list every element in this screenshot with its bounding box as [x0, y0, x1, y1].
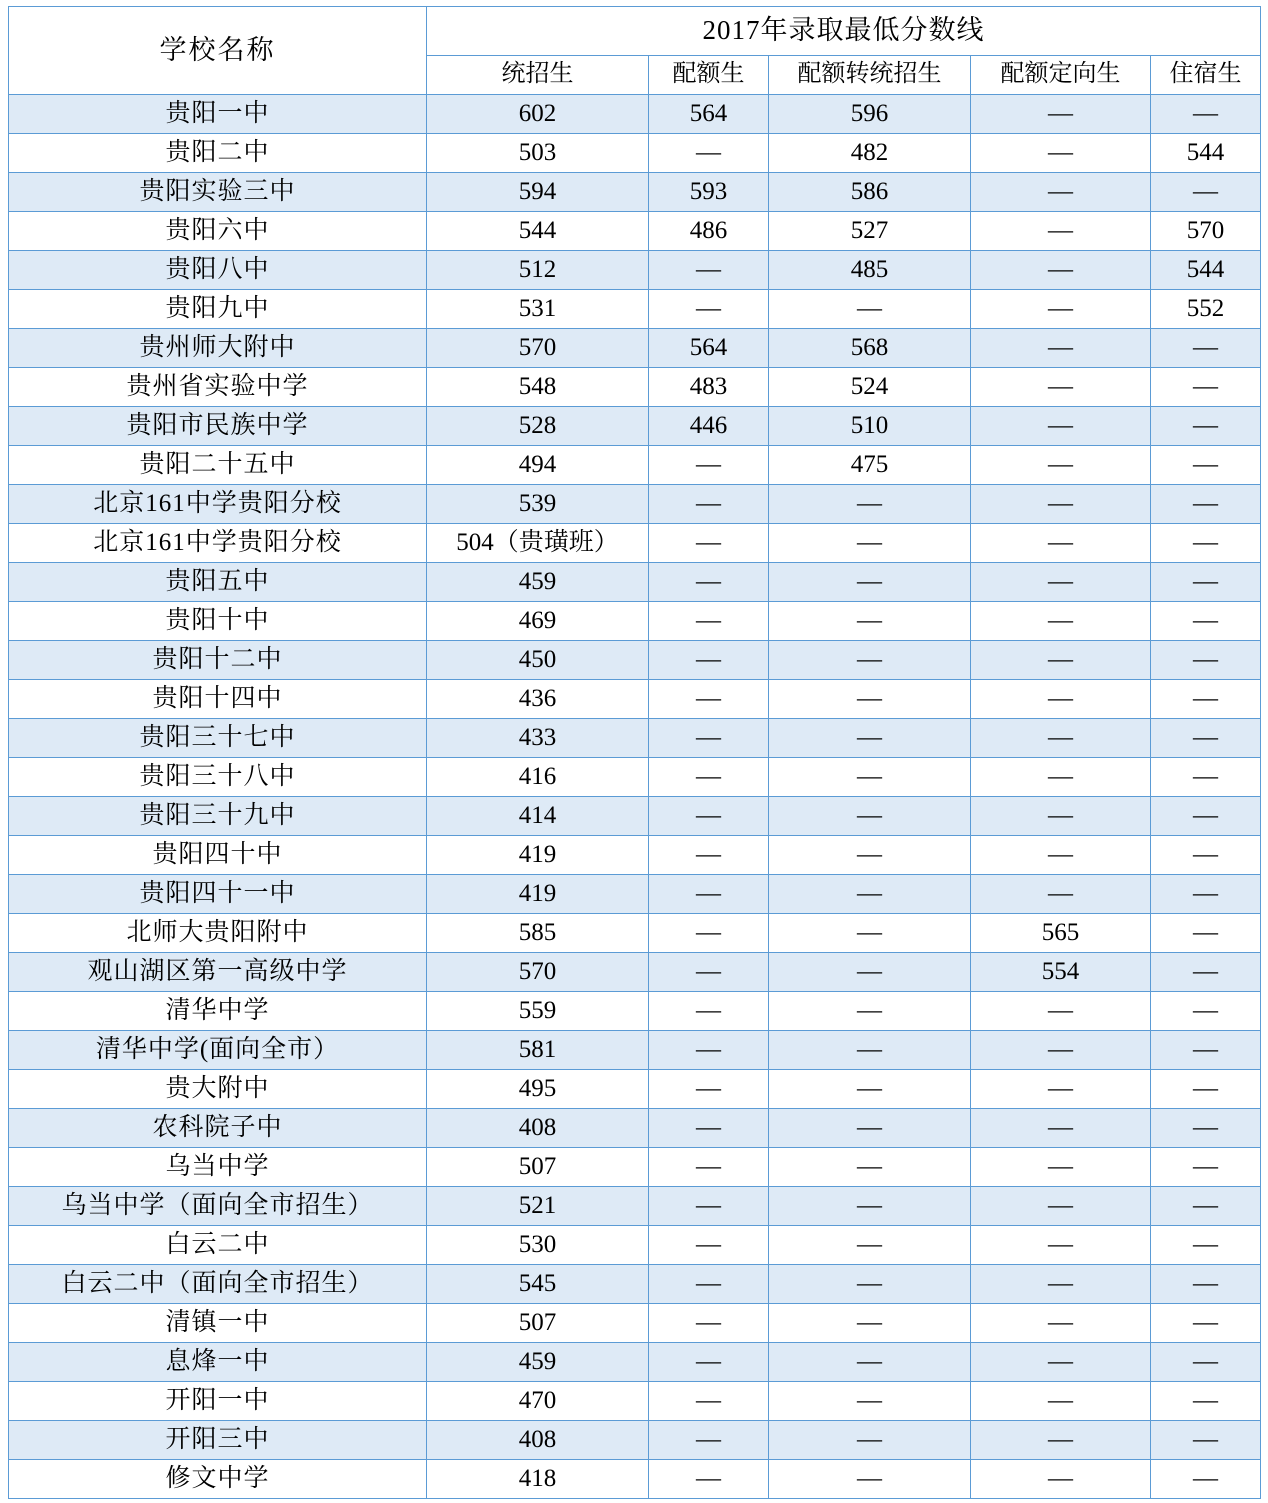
score-cell: —: [1151, 1382, 1261, 1421]
score-cell: —: [769, 1031, 971, 1070]
school-name-cell: 贵阳八中: [9, 251, 427, 290]
score-cell: 416: [427, 758, 649, 797]
school-name-cell: 乌当中学（面向全市招生）: [9, 1187, 427, 1226]
table-row: [9, 173, 1261, 212]
score-cell: 436: [427, 680, 649, 719]
table-row: [9, 836, 1261, 875]
score-cell: —: [769, 719, 971, 758]
score-cell: —: [971, 212, 1151, 251]
score-cell: —: [649, 875, 769, 914]
score-cell: —: [769, 680, 971, 719]
score-cell: —: [649, 1304, 769, 1343]
score-cell: —: [769, 914, 971, 953]
school-name-cell: 贵州师大附中: [9, 329, 427, 368]
score-cell: 552: [1151, 290, 1261, 329]
score-cell: —: [649, 251, 769, 290]
score-cell: —: [769, 1187, 971, 1226]
score-cell: 593: [649, 173, 769, 212]
score-cell: —: [1151, 1187, 1261, 1226]
school-name-cell: 贵阳二中: [9, 134, 427, 173]
score-cell: 507: [427, 1148, 649, 1187]
score-cell: 486: [649, 212, 769, 251]
score-cell: —: [649, 641, 769, 680]
table-row: [9, 563, 1261, 602]
table-row: [9, 641, 1261, 680]
table-row: [9, 875, 1261, 914]
school-name-cell: 开阳三中: [9, 1421, 427, 1460]
score-cell: —: [769, 1421, 971, 1460]
table-row: [9, 1187, 1261, 1226]
school-name-cell: 贵阳实验三中: [9, 173, 427, 212]
score-cell: —: [649, 836, 769, 875]
table-row: [9, 1148, 1261, 1187]
score-cell: —: [769, 290, 971, 329]
score-cell: 495: [427, 1070, 649, 1109]
table-row: [9, 212, 1261, 251]
school-name-cell: 北京161中学贵阳分校: [9, 524, 427, 563]
score-cell: —: [1151, 1148, 1261, 1187]
score-cell: 408: [427, 1421, 649, 1460]
score-cell: —: [769, 1343, 971, 1382]
school-name-cell: 北师大贵阳附中: [9, 914, 427, 953]
score-cell: —: [769, 992, 971, 1031]
table-row: [9, 134, 1261, 173]
score-cell: —: [1151, 1265, 1261, 1304]
score-cell: —: [769, 1460, 971, 1499]
score-cell: 570: [427, 329, 649, 368]
column-header-tongzhaosheng: 统招生: [427, 56, 649, 95]
table-row: [9, 368, 1261, 407]
score-cell: —: [971, 758, 1151, 797]
score-cell: 568: [769, 329, 971, 368]
score-cell: —: [649, 1070, 769, 1109]
score-cell: —: [971, 290, 1151, 329]
score-cell: —: [1151, 602, 1261, 641]
score-cell: 539: [427, 485, 649, 524]
score-cell: —: [1151, 1421, 1261, 1460]
score-cell: —: [1151, 758, 1261, 797]
column-header-zhususheng: 住宿生: [1151, 56, 1261, 95]
column-header-main-title: 2017年录取最低分数线: [427, 7, 1261, 56]
school-name-cell: 贵阳六中: [9, 212, 427, 251]
school-name-cell: 贵州省实验中学: [9, 368, 427, 407]
score-cell: 433: [427, 719, 649, 758]
score-cell: 469: [427, 602, 649, 641]
school-name-cell: 贵阳二十五中: [9, 446, 427, 485]
score-cell: —: [649, 719, 769, 758]
score-cell: 419: [427, 836, 649, 875]
score-cell: 594: [427, 173, 649, 212]
score-cell: 408: [427, 1109, 649, 1148]
table-header: [9, 7, 1261, 95]
score-cell: —: [769, 875, 971, 914]
school-name-cell: 贵阳三十九中: [9, 797, 427, 836]
school-name-cell: 乌当中学: [9, 1148, 427, 1187]
table-row: [9, 1265, 1261, 1304]
school-name-cell: 贵阳市民族中学: [9, 407, 427, 446]
score-cell: —: [1151, 1226, 1261, 1265]
score-cell: —: [769, 524, 971, 563]
score-cell: 602: [427, 95, 649, 134]
score-cell: —: [769, 485, 971, 524]
score-cell: 459: [427, 1343, 649, 1382]
score-cell: —: [971, 1382, 1151, 1421]
score-cell: —: [649, 1226, 769, 1265]
score-cell: 521: [427, 1187, 649, 1226]
score-cell: —: [971, 1460, 1151, 1499]
score-cell: 548: [427, 368, 649, 407]
table-row: [9, 290, 1261, 329]
score-cell: 414: [427, 797, 649, 836]
table-row: [9, 485, 1261, 524]
school-name-cell: 贵阳十四中: [9, 680, 427, 719]
table-row: [9, 680, 1261, 719]
school-name-cell: 息烽一中: [9, 1343, 427, 1382]
score-cell: —: [769, 1265, 971, 1304]
table-row: [9, 1382, 1261, 1421]
school-name-cell: 白云二中: [9, 1226, 427, 1265]
score-cell: —: [971, 251, 1151, 290]
score-cell: —: [769, 641, 971, 680]
score-cell: —: [971, 641, 1151, 680]
score-cell: —: [971, 992, 1151, 1031]
score-cell: 564: [649, 329, 769, 368]
score-cell: —: [971, 1265, 1151, 1304]
score-cell: —: [649, 1265, 769, 1304]
table-row: [9, 329, 1261, 368]
score-cell: —: [971, 1304, 1151, 1343]
score-cell: —: [1151, 95, 1261, 134]
score-cell: —: [769, 1070, 971, 1109]
score-cell: —: [1151, 680, 1261, 719]
table-body: [9, 95, 1261, 1499]
score-cell: 512: [427, 251, 649, 290]
score-cell: —: [769, 836, 971, 875]
score-cell: 504（贵璜班）: [427, 524, 649, 563]
school-name-cell: 贵阳四十一中: [9, 875, 427, 914]
score-cell: —: [971, 368, 1151, 407]
score-cell: 559: [427, 992, 649, 1031]
score-cell: 565: [971, 914, 1151, 953]
score-cell: —: [1151, 563, 1261, 602]
score-cell: —: [649, 1187, 769, 1226]
score-cell: —: [971, 1148, 1151, 1187]
score-cell: 418: [427, 1460, 649, 1499]
score-cell: —: [1151, 368, 1261, 407]
score-cell: —: [1151, 173, 1261, 212]
score-cell: —: [649, 1460, 769, 1499]
score-cell: —: [971, 1226, 1151, 1265]
table-row: [9, 953, 1261, 992]
school-name-cell: 贵阳四十中: [9, 836, 427, 875]
score-cell: 494: [427, 446, 649, 485]
score-cell: 475: [769, 446, 971, 485]
table-row: [9, 992, 1261, 1031]
score-cell: 570: [427, 953, 649, 992]
admission-score-table: [8, 6, 1261, 1499]
school-name-cell: 开阳一中: [9, 1382, 427, 1421]
score-cell: 564: [649, 95, 769, 134]
score-cell: —: [649, 485, 769, 524]
score-cell: —: [649, 1031, 769, 1070]
score-cell: 586: [769, 173, 971, 212]
table-row: [9, 407, 1261, 446]
score-cell: 419: [427, 875, 649, 914]
school-name-cell: 贵阳一中: [9, 95, 427, 134]
score-cell: 585: [427, 914, 649, 953]
score-cell: —: [1151, 1343, 1261, 1382]
score-cell: 531: [427, 290, 649, 329]
score-cell: 507: [427, 1304, 649, 1343]
score-cell: 544: [1151, 134, 1261, 173]
score-cell: —: [971, 329, 1151, 368]
score-cell: —: [1151, 1304, 1261, 1343]
score-cell: —: [1151, 953, 1261, 992]
score-cell: 485: [769, 251, 971, 290]
score-cell: —: [649, 602, 769, 641]
school-name-cell: 清华中学: [9, 992, 427, 1031]
school-name-cell: 清镇一中: [9, 1304, 427, 1343]
score-cell: 450: [427, 641, 649, 680]
score-cell: —: [649, 758, 769, 797]
school-name-cell: 农科院子中: [9, 1109, 427, 1148]
table-row: [9, 1460, 1261, 1499]
school-name-cell: 贵阳十二中: [9, 641, 427, 680]
table-header-row-top: [9, 7, 1261, 56]
score-cell: —: [649, 797, 769, 836]
school-name-cell: 贵大附中: [9, 1070, 427, 1109]
score-cell: —: [1151, 719, 1261, 758]
school-name-cell: 贵阳五中: [9, 563, 427, 602]
table-row: [9, 797, 1261, 836]
score-cell: —: [971, 95, 1151, 134]
column-header-peiesheng: 配额生: [649, 56, 769, 95]
score-cell: —: [769, 758, 971, 797]
score-cell: —: [971, 797, 1151, 836]
score-cell: —: [649, 680, 769, 719]
score-cell: 510: [769, 407, 971, 446]
score-cell: —: [649, 134, 769, 173]
score-cell: —: [971, 407, 1151, 446]
score-cell: —: [971, 1187, 1151, 1226]
score-cell: 544: [1151, 251, 1261, 290]
score-cell: 545: [427, 1265, 649, 1304]
table-row: [9, 95, 1261, 134]
score-cell: —: [1151, 875, 1261, 914]
score-cell: —: [769, 1304, 971, 1343]
score-cell: 528: [427, 407, 649, 446]
score-cell: —: [769, 1109, 971, 1148]
score-cell: —: [971, 524, 1151, 563]
school-name-cell: 观山湖区第一高级中学: [9, 953, 427, 992]
table-row: [9, 1031, 1261, 1070]
table-row: [9, 1109, 1261, 1148]
table-row: [9, 602, 1261, 641]
school-name-cell: 贵阳十中: [9, 602, 427, 641]
score-cell: —: [769, 1226, 971, 1265]
table-row: [9, 914, 1261, 953]
score-cell: —: [649, 992, 769, 1031]
score-cell: —: [649, 563, 769, 602]
score-cell: —: [649, 524, 769, 563]
score-cell: —: [971, 719, 1151, 758]
table-row: [9, 251, 1261, 290]
score-cell: —: [1151, 992, 1261, 1031]
score-cell: —: [971, 1070, 1151, 1109]
school-name-cell: 白云二中（面向全市招生）: [9, 1265, 427, 1304]
score-cell: —: [971, 680, 1151, 719]
score-cell: 483: [649, 368, 769, 407]
score-cell: —: [649, 1343, 769, 1382]
score-cell: 544: [427, 212, 649, 251]
table-row: [9, 719, 1261, 758]
score-cell: 554: [971, 953, 1151, 992]
score-cell: —: [769, 1382, 971, 1421]
score-cell: —: [971, 875, 1151, 914]
score-cell: 470: [427, 1382, 649, 1421]
score-cell: 459: [427, 563, 649, 602]
score-cell: —: [1151, 1031, 1261, 1070]
score-cell: —: [1151, 836, 1261, 875]
score-cell: 524: [769, 368, 971, 407]
score-cell: —: [971, 134, 1151, 173]
score-cell: —: [649, 914, 769, 953]
score-cell: —: [649, 1109, 769, 1148]
score-cell: —: [649, 446, 769, 485]
score-cell: 503: [427, 134, 649, 173]
table-row: [9, 446, 1261, 485]
score-cell: —: [649, 290, 769, 329]
table-row: [9, 524, 1261, 563]
table-row: [9, 1343, 1261, 1382]
score-cell: —: [1151, 329, 1261, 368]
table-row: [9, 1070, 1261, 1109]
school-name-cell: 清华中学(面向全市）: [9, 1031, 427, 1070]
school-name-cell: 贵阳三十七中: [9, 719, 427, 758]
score-cell: —: [971, 1421, 1151, 1460]
score-cell: —: [1151, 524, 1261, 563]
score-cell: —: [769, 1148, 971, 1187]
score-cell: —: [1151, 797, 1261, 836]
score-cell: —: [971, 1109, 1151, 1148]
score-cell: —: [971, 1031, 1151, 1070]
score-cell: —: [1151, 914, 1261, 953]
score-cell: —: [769, 797, 971, 836]
score-cell: —: [769, 563, 971, 602]
score-cell: —: [649, 1421, 769, 1460]
score-cell: —: [649, 953, 769, 992]
column-header-peie-zhuan-tongzhao: 配额转统招生: [769, 56, 971, 95]
score-cell: —: [1151, 641, 1261, 680]
score-cell: —: [1151, 407, 1261, 446]
score-cell: 596: [769, 95, 971, 134]
score-cell: —: [971, 602, 1151, 641]
score-cell: —: [971, 173, 1151, 212]
table-row: [9, 1226, 1261, 1265]
score-cell: —: [971, 563, 1151, 602]
score-cell: —: [971, 446, 1151, 485]
score-cell: 482: [769, 134, 971, 173]
score-cell: —: [769, 953, 971, 992]
table-row: [9, 1421, 1261, 1460]
score-cell: 581: [427, 1031, 649, 1070]
score-cell: —: [971, 1343, 1151, 1382]
table-row: [9, 758, 1261, 797]
score-cell: —: [971, 836, 1151, 875]
score-cell: —: [1151, 1109, 1261, 1148]
school-name-cell: 贵阳三十八中: [9, 758, 427, 797]
score-cell: —: [1151, 1070, 1261, 1109]
score-cell: —: [1151, 1460, 1261, 1499]
score-cell: 530: [427, 1226, 649, 1265]
score-cell: —: [1151, 446, 1261, 485]
score-cell: 527: [769, 212, 971, 251]
score-cell: 446: [649, 407, 769, 446]
score-cell: —: [1151, 485, 1261, 524]
score-cell: —: [971, 485, 1151, 524]
table-row: [9, 1304, 1261, 1343]
column-header-peie-dingxiang: 配额定向生: [971, 56, 1151, 95]
school-name-cell: 贵阳九中: [9, 290, 427, 329]
score-cell: 570: [1151, 212, 1261, 251]
score-cell: —: [649, 1382, 769, 1421]
score-cell: —: [769, 602, 971, 641]
column-header-school-name: 学校名称: [9, 7, 427, 95]
school-name-cell: 修文中学: [9, 1460, 427, 1499]
school-name-cell: 北京161中学贵阳分校: [9, 485, 427, 524]
score-cell: —: [649, 1148, 769, 1187]
